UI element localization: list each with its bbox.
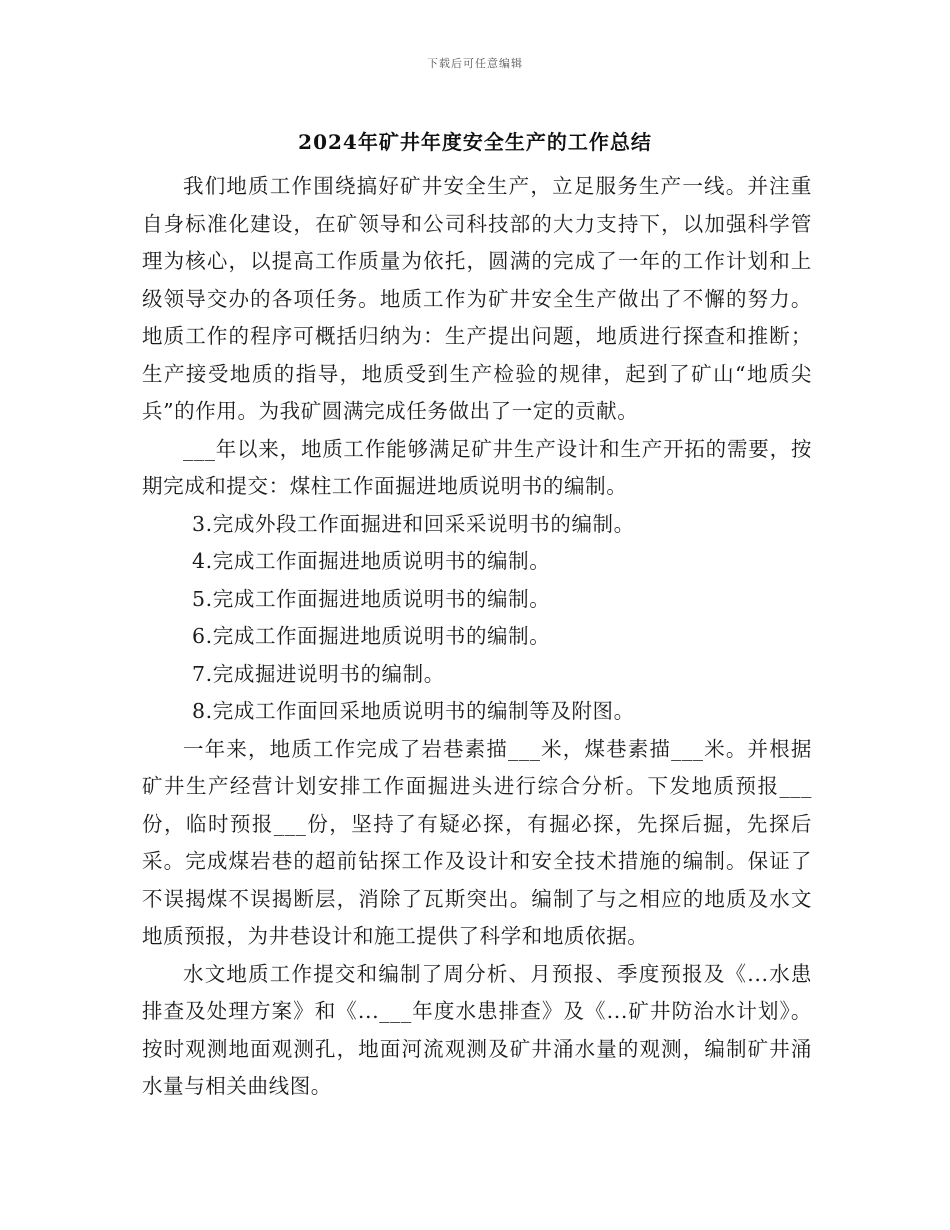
paragraph-year-summary: ___年以来，地质工作能够满足矿井生产设计和生产开拓的需要，按期完成和提交：煤柱工作面掘进地质说明书的编制。 [142, 436, 812, 498]
document-body [142, 168, 812, 1106]
list-item-4: 4.完成工作面掘进地质说明书的编制。 [192, 549, 551, 573]
paragraph-hydrogeology: 水文地质工作提交和编制了周分析、月预报、季度预报及《...水患排查及处理方案》和《...___年度水患排查》及《...矿井防治水计划》。按时观测地面观测孔，地面河流观测及矿井涌水量的观测，编制矿井涌水量与相关曲线图。 [142, 961, 812, 1098]
document-title: 2024年矿井年度安全生产的工作总结 [298, 130, 652, 154]
paragraph-annual-work: 一年来，地质工作完成了岩巷素描___米，煤巷素描___米。并根据矿井生产经营计划安排工作面掘进头进行综合分析。下发地质预报___份，临时预报___份，坚持了有疑必探，有掘必探，先探后掘，先探后采。完成煤岩巷的超前钻探工作及设计和安全技术措施的编制。保证了不误揭煤不误揭断层，消除了瓦斯突出。编制了与之相应的地质及水文地质预报，为井巷设计和施工提供了科学和地质依据。 [142, 736, 812, 948]
list-item-6: 6.完成工作面掘进地质说明书的编制。 [192, 624, 551, 648]
list-item-3: 3.完成外段工作面掘进和回采采说明书的编制。 [192, 511, 635, 536]
list-item-7: 7.完成掘进说明书的编制。 [192, 661, 445, 686]
list-item-8: 8.完成工作面回采地质说明书的编制等及附图。 [192, 699, 635, 723]
header-note: 下载后可任意编辑 [427, 57, 523, 70]
list-item-5: 5.完成工作面掘进地质说明书的编制。 [192, 586, 551, 611]
paragraph-intro: 我们地质工作围绕搞好矿井安全生产，立足服务生产一线。并注重自身标准化建设，在矿领导和公司科技部的大力支持下，以加强科学管理为核心，以提高工作质量为依托，圆满的完成了一年的工作计划和上级领导交办的各项任务。地质工作为矿井安全生产做出了不懈的努力。地质工作的程序可概括归纳为：生产提出问题，地质进行探查和推断；生产接受地质的指导，地质受到生产检验的规律，起到了矿山“地质尖兵”的作用。为我矿圆满完成任务做出了一定的贡献。 [142, 174, 812, 423]
